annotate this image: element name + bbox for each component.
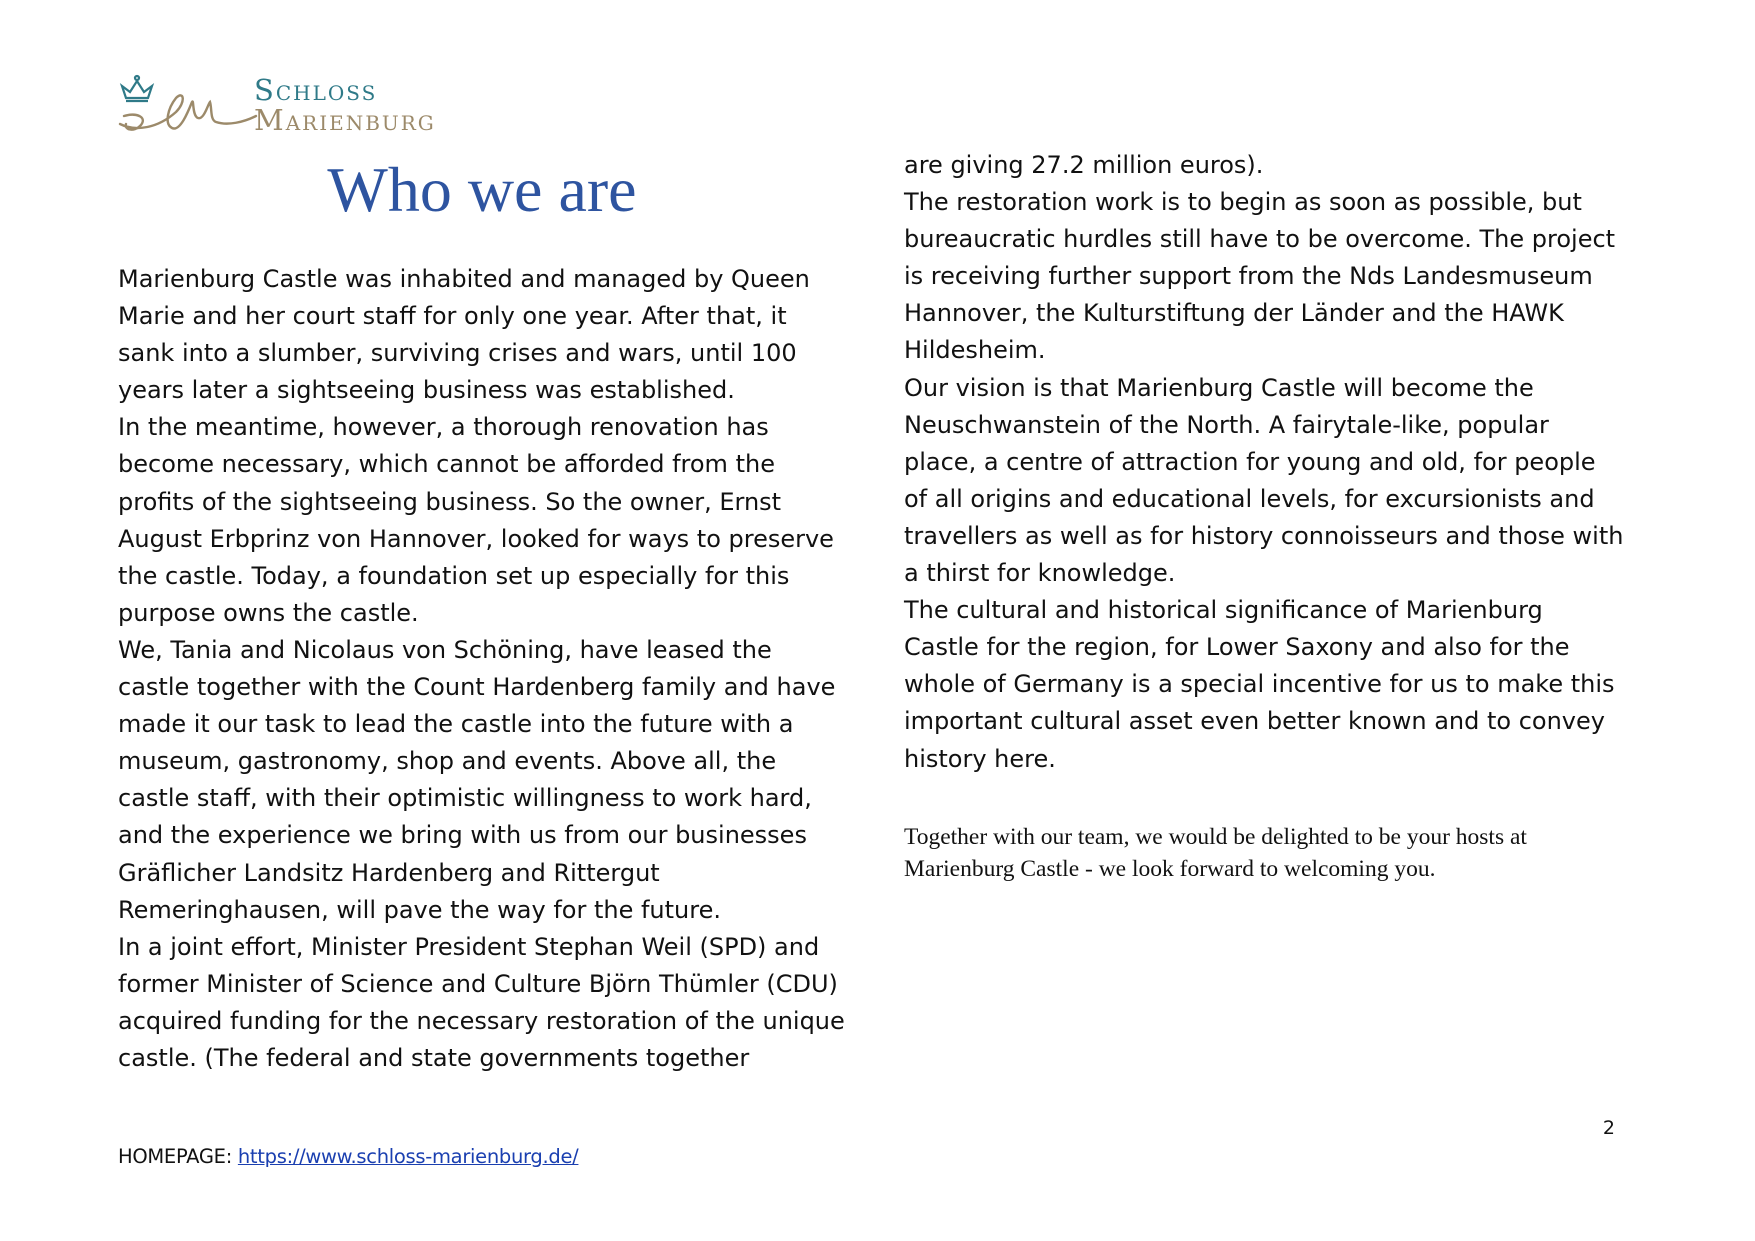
paragraph-renovation: In the meantime, however, a thorough renovation has become necessary, which cannot be afforded from the profits of the sightseeing business. So the owner, Ernst August Erbprinz von Hannover, looked for ways to preserve the castle. Today, a foundation set up especially for this purpose owns the castle. bbox=[118, 413, 834, 627]
schloss-marienburg-logo bbox=[118, 72, 488, 144]
crown-monogram-icon bbox=[118, 72, 258, 144]
paragraph-history: Marienburg Castle was inhabited and managed by Queen Marie and her court staff for only one year. After that, it sank into a slumber, surviving crises and wars, until 100 years later a sightseeing business was established. bbox=[118, 265, 810, 405]
homepage-label: HOMEPAGE: bbox=[118, 1145, 232, 1168]
paragraph-significance: The cultural and historical significance of Marienburg Castle for the region, for Lower Saxony and also for the whole of Germany is a special incentive for us to make this important cultural asset even better known and to convey history here. bbox=[904, 596, 1615, 773]
footer-homepage bbox=[118, 1145, 578, 1168]
right-text-column bbox=[904, 147, 1624, 778]
page-number: 2 bbox=[1602, 1117, 1615, 1139]
logo-text-schloss: Schloss bbox=[254, 73, 378, 107]
logo-text-marienburg: Marienburg bbox=[254, 103, 436, 137]
page-title: Who we are bbox=[327, 154, 637, 225]
closing-statement: Together with our team, we would be delighted to be your hosts at Marienburg Castle - we look forward to welcoming you. bbox=[904, 824, 1527, 882]
left-text-column bbox=[118, 261, 848, 1077]
homepage-link[interactable]: https://www.schloss-marienburg.de/ bbox=[237, 1145, 579, 1168]
paragraph-funding-continued: are giving 27.2 million euros). bbox=[904, 151, 1264, 179]
paragraph-restoration: The restoration work is to begin as soon as possible, but bureaucratic hurdles still have to be overcome. The project is receiving further support from the Nds Landesmuseum Hannover, the Kulturstiftung der Länder and the HAWK Hildesheim. bbox=[904, 188, 1616, 365]
paragraph-funding: In a joint effort, Minister President Stephan Weil (SPD) and former Minister of Science and Culture Björn Thümler (CDU) acquired funding for the necessary restoration of the unique castle. (The federal and state governments together bbox=[118, 932, 845, 1072]
paragraph-lease: We, Tania and Nicolaus von Schöning, have leased the castle together with the Count Hardenberg family and have made it our task to lead the castle into the future with a museum, gastronomy, shop and events. Above all, the castle staff, with their optimistic willingness to work hard, and the experience we bring with us from our businesses Gräflicher Landsitz Hardenberg and Rittergut Remeringhausen, will pave the way for the future. bbox=[118, 635, 836, 924]
paragraph-vision: Our vision is that Marienburg Castle will become the Neuschwanstein of the North. A fairytale-like, popular place, a centre of attraction for young and old, for people of all origins and educational levels, for excursionists and travellers as well as for history connoisseurs and those with a thirst for knowledge. bbox=[904, 373, 1624, 588]
